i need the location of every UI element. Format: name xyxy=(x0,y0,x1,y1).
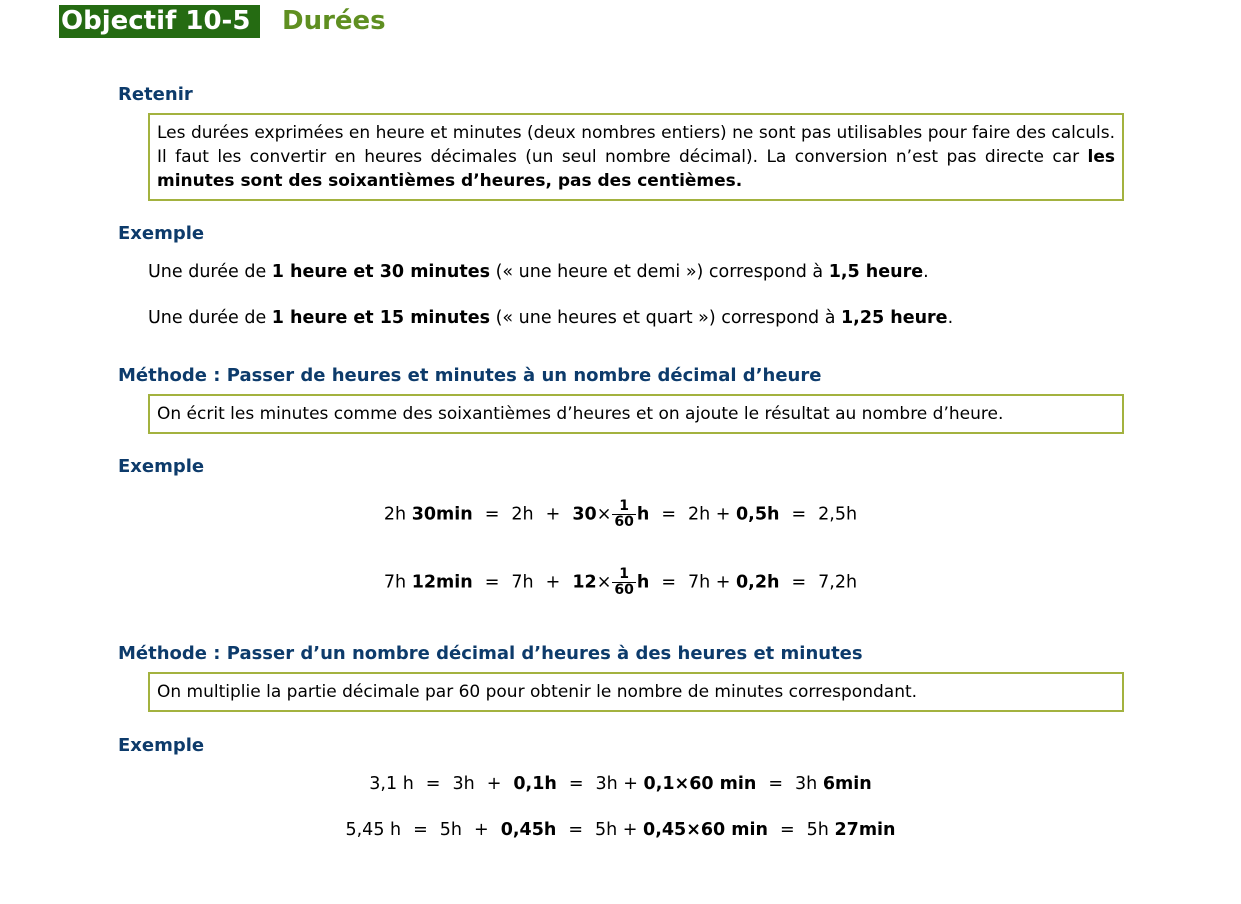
retenir-text: Les durées exprimées en heure et minutes (deux nombres entiers) ne sont pas utilisables pour faire des calculs. Il faut les convertir en heures décimales (un seul nombre décimal). La conversion n’est pas directe car xyxy=(157,123,1115,167)
exemple3-heading: Exemple xyxy=(118,735,205,756)
methode1-text: On écrit les minutes comme des soixantièmes d’heures et on ajoute le résultat au nombre d’heure. xyxy=(157,404,1004,424)
plus-sign: + xyxy=(474,820,489,840)
retenir-bold-text: les minutes sont des soixantièmes d’heures, pas des centièmes. xyxy=(157,147,1115,191)
eq-term-bold: h xyxy=(636,504,650,525)
eq-result-bold: 27min xyxy=(834,820,896,840)
equals-sign: = xyxy=(780,820,795,840)
eq-term-bold: 30 xyxy=(572,504,597,525)
plus-sign: + xyxy=(486,774,502,794)
eq-term: 3h xyxy=(452,774,475,794)
text-segment: (« une heures et quart ») correspond à xyxy=(490,308,841,328)
times-sign: × xyxy=(596,572,612,593)
exemple1-line2 xyxy=(148,306,953,330)
methode2-heading: Méthode : Passer d’un nombre décimal d’heures à des heures et minutes xyxy=(118,643,863,664)
eq-term-bold: 0,1×60 min xyxy=(643,774,757,794)
eq-term-bold: 0,5h xyxy=(736,504,780,525)
text-bold: 1,25 heure xyxy=(841,308,948,328)
text-bold: 1,5 heure xyxy=(828,262,924,282)
methode1-box xyxy=(148,394,1124,434)
eq-term: 3h xyxy=(795,774,823,794)
equals-sign: = xyxy=(768,774,784,794)
eq-term: 5h + xyxy=(595,820,644,840)
text-segment: . xyxy=(947,308,954,328)
exemple3-equation2 xyxy=(0,818,1241,842)
eq-term: 7h + xyxy=(687,572,736,593)
text-bold: 1 heure et 15 minutes xyxy=(271,308,491,328)
fraction-denominator: 60 xyxy=(614,582,634,598)
methode1-heading: Méthode : Passer de heures et minutes à un nombre décimal d’heure xyxy=(118,365,822,386)
equals-sign: = xyxy=(661,572,676,593)
eq-term: 2h xyxy=(383,504,412,525)
eq-term-bold: 0,1h xyxy=(513,774,557,794)
equals-sign: = xyxy=(791,504,807,525)
objective-badge: Objectif 10-5 xyxy=(59,5,260,38)
eq-term: 2h + xyxy=(687,504,736,525)
exemple2-heading: Exemple xyxy=(118,456,205,477)
eq-term-bold: h xyxy=(636,572,650,593)
eq-term: 5h xyxy=(806,820,835,840)
equals-sign: = xyxy=(791,572,807,593)
eq-result-bold: 6min xyxy=(822,774,872,794)
eq-term-bold: 0,45×60 min xyxy=(643,820,768,840)
equals-sign: = xyxy=(425,774,441,794)
times-sign: × xyxy=(596,504,612,525)
eq-term: 2h xyxy=(511,504,534,525)
eq-term-bold: 0,2h xyxy=(736,572,780,593)
text-segment: Une durée de xyxy=(148,308,272,328)
fraction-numerator: 1 xyxy=(612,567,635,583)
retenir-heading: Retenir xyxy=(118,84,193,105)
eq-term-bold: 12min xyxy=(411,572,473,593)
eq-term: 7h xyxy=(511,572,534,593)
fraction-denominator: 60 xyxy=(614,514,634,530)
text-segment: (« une heure et demi ») correspond à xyxy=(490,262,829,282)
eq-term-bold: 0,45h xyxy=(500,820,557,840)
equals-sign: = xyxy=(484,572,500,593)
page-title: Durées xyxy=(282,6,386,36)
fraction xyxy=(612,567,635,598)
text-segment: . xyxy=(923,262,929,282)
eq-term: 3h + xyxy=(595,774,644,794)
eq-term: 7h xyxy=(383,572,412,593)
equals-sign: = xyxy=(568,774,584,794)
exemple2-equation1 xyxy=(0,499,1241,530)
equals-sign: = xyxy=(484,504,500,525)
text-bold: 1 heure et 30 minutes xyxy=(271,262,491,282)
eq-term: 5h xyxy=(439,820,463,840)
exemple1-line1 xyxy=(148,260,929,284)
eq-term: 3,1 h xyxy=(369,774,414,794)
eq-term-bold: 30min xyxy=(411,504,473,525)
retenir-box xyxy=(148,113,1124,201)
plus-sign: + xyxy=(545,572,561,593)
eq-term: 5,45 h xyxy=(345,820,402,840)
fraction xyxy=(612,499,635,530)
text-segment: Une durée de xyxy=(148,262,272,282)
exemple3-equation1 xyxy=(0,772,1241,796)
exemple2-equation2 xyxy=(0,567,1241,598)
methode2-box xyxy=(148,672,1124,712)
methode2-text: On multiplie la partie décimale par 60 pour obtenir le nombre de minutes correspondant. xyxy=(157,682,918,702)
plus-sign: + xyxy=(545,504,561,525)
eq-result: 7,2h xyxy=(818,572,858,593)
equals-sign: = xyxy=(413,820,428,840)
eq-result: 2,5h xyxy=(818,504,858,525)
eq-term-bold: 12 xyxy=(572,572,597,593)
fraction-numerator: 1 xyxy=(612,499,635,515)
equals-sign: = xyxy=(568,820,583,840)
equals-sign: = xyxy=(661,504,676,525)
exemple1-heading: Exemple xyxy=(118,223,205,244)
